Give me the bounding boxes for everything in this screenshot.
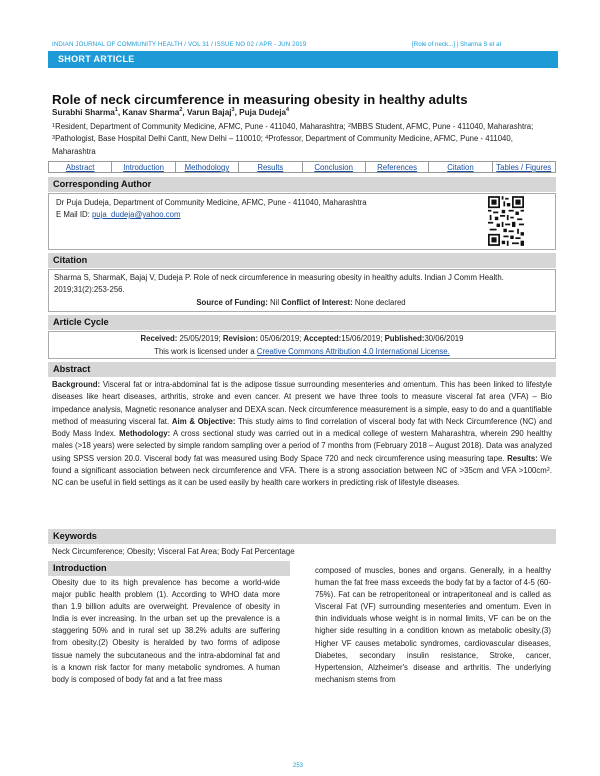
published-date: 30/06/2019 <box>424 334 464 343</box>
abstract-heading: Abstract <box>48 362 556 377</box>
nav-citation[interactable]: Citation <box>429 162 492 172</box>
conflict-label: Conflict of Interest: <box>281 298 353 307</box>
article-title: Role of neck circumference in measuring obesity in healthy adults <box>52 92 468 107</box>
author-sup: 2 <box>179 107 183 113</box>
email-label: E Mail ID: <box>56 210 92 219</box>
nav-conclusion[interactable]: Conclusion <box>303 162 366 172</box>
accepted-label: Accepted: <box>303 334 342 343</box>
email-line <box>56 209 181 221</box>
email-link[interactable]: puja_dudeja@yahoo.com <box>91 210 181 219</box>
author-name: Varun Bajaj <box>186 108 232 117</box>
funding-label: Source of Funding: <box>196 298 268 307</box>
funding-line <box>49 297 553 309</box>
journal-header: INDIAN JOURNAL OF COMMUNITY HEALTH / VOL 31 / ISSUE NO 02 / APR - JUN 2019 <box>52 41 307 48</box>
background-text: Visceral fat or intra-abdominal fat is the adipose tissue surrounding mesenteries and omentum. This has been linked to lifestyle diseases like heart diseases, arthritis, stroke and even cancer. At present we have three tools to measure visceral fat area (VFA) – Bio impedance analysis, Magnetic resonance analyser and DEXA scan. Neck circumference measurement is a simple, easy to do and a quantifiable method of measuring visceral fat. <box>52 380 552 426</box>
keywords-heading: Keywords <box>48 529 556 544</box>
aff-sup: 3 <box>52 135 56 142</box>
affiliation: Pathologist, Base Hospital Delhi Cantt, New Delhi – 110010; <box>55 134 266 144</box>
author-sup: 3 <box>231 107 235 113</box>
received-label: Received: <box>140 334 178 343</box>
section-nav <box>48 161 556 173</box>
nav-results[interactable]: Results <box>239 162 302 172</box>
results-text: We found a significant association between neck circumference and VFA. There is a strong association between NC of >35cm and VFA >100cm <box>52 453 552 476</box>
affiliations <box>52 121 552 158</box>
aff-sup: 4 <box>265 135 269 142</box>
author-sup: 4 <box>286 107 290 113</box>
results-text-end: . NC can be useful in field settings as it can be used easily by health care workers in predicting risk of lifestyle diseases. <box>52 466 552 488</box>
abstract-body <box>52 379 552 490</box>
background-label: Background: <box>52 380 101 389</box>
method-label: Methodology: <box>119 429 171 439</box>
nav-methodology[interactable]: Methodology <box>176 162 239 172</box>
author-name: Surabhi Sharma <box>52 108 115 117</box>
introduction-heading: Introduction <box>48 561 290 576</box>
license-line <box>49 346 555 358</box>
citation-text: Sharma S, SharmaK, Bajaj V, Dudeja P. Role of neck circumference in measuring obesity in healthy adults. Indian J Comm Health. 2019;31(2):253-256. <box>54 273 504 295</box>
nav-abstract[interactable]: Abstract <box>49 162 112 172</box>
results-sup: 2 <box>546 467 550 474</box>
license-link[interactable]: Creative Commons Attribution 4.0 International License. <box>256 347 450 356</box>
corresponding-address: Dr Puja Dudeja, Department of Community Medicine, AFMC, Pune - 411040, Maharashtra <box>56 198 367 207</box>
running-title: [Role of neck...] | Sharma S et al <box>412 41 501 48</box>
received-date: 25/05/2019; <box>177 334 223 343</box>
author-name: Puja Dudeja <box>239 108 287 117</box>
aim-text: This study aims to find correlation of visceral body fat with Neck Circumference (NC) and Body Mass Index. <box>52 416 553 439</box>
nav-tables-figures[interactable]: Tables / Figures <box>496 163 552 172</box>
intro-left-column: Obesity due to its high prevalence has become a world-wide major public health problem (1). According to WHO data more than 1.9 billion adults are overweight. Prevalence of obesity in India is ever increasing. In the urban set up the prevalence is a staggering 50% and in rural set up 38.2% adults are suffering from obesity.(2) Obesity is heralded by two forms of adipose tissue namely the subcutaneous and the intra-abdominal fat and is a known risk factor for many metabolic syndromes. A human body is composed of body fat and a fat free mass <box>52 578 280 684</box>
citation-heading: Citation <box>48 253 556 268</box>
author-name: Kanav Sharma <box>122 108 180 117</box>
author-sup: 1 <box>114 107 118 113</box>
accepted-date: 15/06/2019; <box>341 334 385 343</box>
aff-sup: 1 <box>52 123 56 129</box>
nav-references[interactable]: References <box>366 162 429 172</box>
license-prefix: This work is licensed under a <box>154 347 257 356</box>
results-label: Results: <box>507 453 538 463</box>
funding-value: Nil <box>267 298 282 307</box>
published-label: Published: <box>384 334 425 343</box>
affiliation: MBBS Student, AFMC, Pune - 411040, Maharashtra; <box>350 122 534 131</box>
affiliation: Resident, Department of Community Medicine, AFMC, Pune - 411040, Maharashtra; <box>55 122 348 131</box>
aff-sup: 2 <box>347 123 351 129</box>
revision-label: Revision: <box>222 334 258 343</box>
keywords-text: Neck Circumference; Obesity; Visceral Fat Area; Body Fat Percentage <box>52 547 295 556</box>
conflict-value: None declared <box>352 298 406 307</box>
article-cycle-box <box>48 331 556 359</box>
article-cycle-heading: Article Cycle <box>48 315 556 330</box>
author-list: Surabhi Sharma$^1$, Kanav Sharma$^2$, Varun Bajaj$^3$, Puja Dudeja$^4$ <box>52 107 290 117</box>
qr-code-icon <box>488 196 524 246</box>
aim-label: Aim & Objective: <box>171 416 236 426</box>
intro-right-column: composed of muscles, bones and organs. Generally, in a healthy human the fat free mass exceeds the body fat by a factor of 4-5 (60- 75%). Fat can be retroperitoneal or intraperitoneal and is called as Visceral Fat (VF) surrounding mesenteries and omentum. Even in thin individuals whose weight is in normal limits, VF can be on the higher side resulting in a condition known as metabolic obesity.(3) Higher VF causes metabolic syndromes, cardiovascular diseases, Diabetes, secondary insulin resistance, Stroke, cancer, Hypertension, Alzheimer's disease and arthritis. The underlying mechanism stems from <box>315 566 551 684</box>
method-text: A cross sectional study was carried out in a medical college of western Maharashtra, wherein 290 healthy males (>18 years) were selected by simple random sampling over a period of 7 months from (February 2018 – August 2018). Data was analyzed using SPSS version 20.0. Visceral body fat was measured using Body Space 720 and neck circumference using measuring tape. <box>52 429 552 463</box>
affiliation: Professor, Department of Community Medicine, AFMC, Pune - 411040, Maharashtra <box>52 134 513 156</box>
revision-date: 05/06/2019; <box>257 334 304 343</box>
corresponding-box <box>48 193 556 250</box>
cycle-dates <box>49 333 555 345</box>
article-type-banner: SHORT ARTICLE <box>48 51 558 68</box>
nav-introduction[interactable]: Introduction <box>112 162 175 172</box>
page-number: 253 <box>293 763 304 769</box>
citation-box <box>48 269 556 312</box>
corresponding-heading: Corresponding Author <box>48 177 556 192</box>
